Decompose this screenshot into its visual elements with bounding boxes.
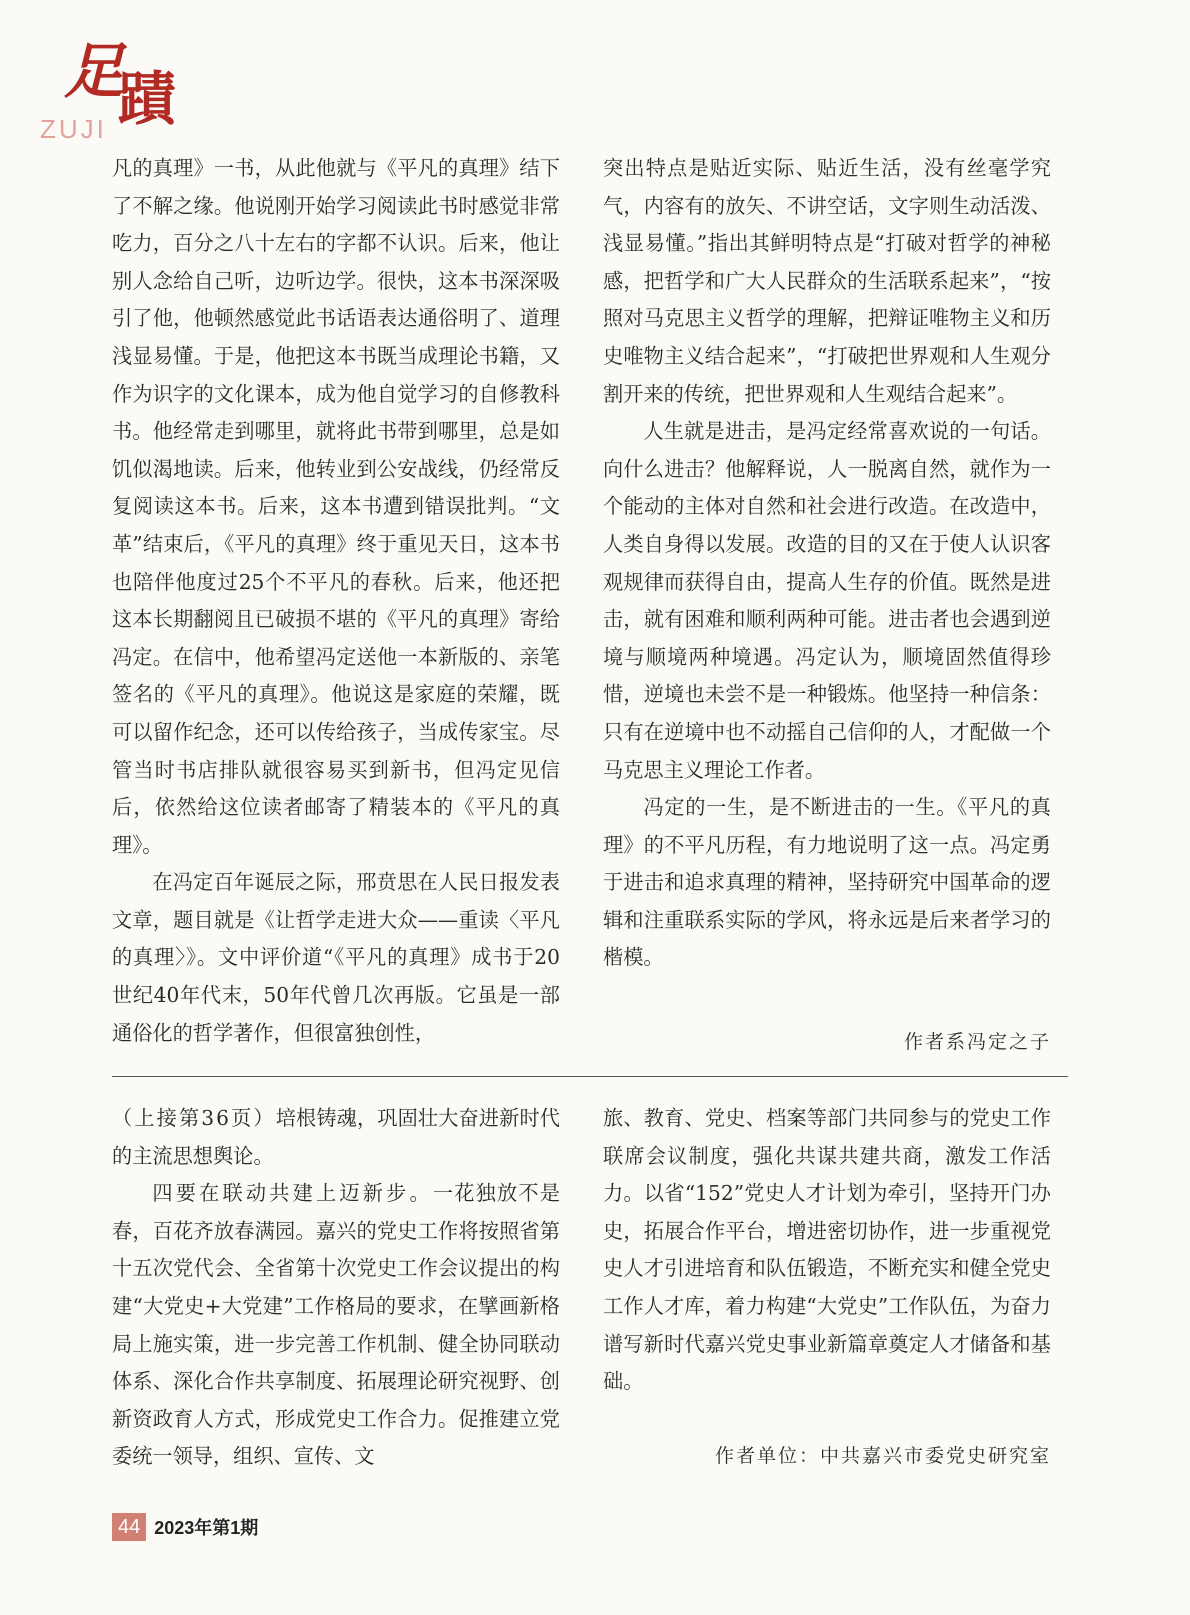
paragraph: 在冯定百年诞辰之际，邢贲思在人民日报发表文章，题目就是《让哲学走进大众——重读〈平凡的真理〉》。文中评价道“《平凡的真理》成书于20世纪40年代末，50年代曾几次再版。它虽是一部通俗化的哲学著作，但很富独创性， — [112, 870, 560, 1045]
paragraph: 凡的真理》一书，从此他就与《平凡的真理》结下了不解之缘。他说刚开始学习阅读此书时感觉非常吃力，百分之八十左右的字都不认识。后来，他让别人念给自己听，边听边学。很快，这本书深深吸引了他，他顿然感觉此书话语表达通俗明了、道理浅显易懂。于是，他把这本书既当成理论书籍，又作为识字的文化课本，成为他自觉学习的自修教科书。他经常走到哪里，就将此书带到哪里，总是如饥似渴地读。后来，他转业到公安战线，仍经常反复阅读这本书。后来，这本书遭到错误批判。“文革”结束后，《平凡的真理》终于重见天日，这本书也陪伴他度过25个不平凡的春秋。后来，他还把这本长期翻阅且已破损不堪的《平凡的真理》寄给冯定。在信中，他希望冯定送他一本新版的、亲笔签名的《平凡的真理》。他说这是家庭的荣耀，既可以留作纪念，还可以传给孩子，当成传家宝。尽管当时书店排队就很容易买到新书，但冯定见信后，依然给这位读者邮寄了精装本的《平凡的真理》。 — [112, 156, 560, 857]
logo-char-ji: 蹟 — [118, 65, 177, 133]
paragraph: 冯定的一生，是不断进击的一生。《平凡的真理》的不平凡历程，有力地说明了这一点。冯定勇于进击和追求真理的精神，坚持研究中国革命的逻辑和注重联系实际的学风，将永远是后来者学习的楷模。 — [603, 795, 1051, 970]
page-number: 44 — [112, 1513, 146, 1541]
article2-byline: 作者单位：中共嘉兴市委党史研究室 — [714, 1445, 1051, 1467]
article2-right-column — [603, 1100, 1051, 1401]
paragraph: 突出特点是贴近实际、贴近生活，没有丝毫学究气，内容有的放矢、不讲空话，文字则生动活泼、浅显易懂。”指出其鲜明特点是“打破对哲学的神秘感，把哲学和广大人民群众的生活联系起来”，“按照对马克思主义哲学的理解，把辩证唯物主义和历史唯物主义结合起来”，“打破把世界观和人生观分割开来的传统，把世界观和人生观结合起来”。 — [603, 156, 1051, 406]
section-divider — [112, 1076, 1068, 1077]
article1-left-column — [112, 150, 560, 1052]
article2-left-column — [112, 1100, 560, 1476]
article1-byline: 作者系冯定之子 — [903, 1031, 1051, 1053]
magazine-logo — [40, 37, 180, 144]
paragraph: 人生就是进击，是冯定经常喜欢说的一句话。向什么进击？他解释说，人一脱离自然，就作为一个能动的主体对自然和社会进行改造。在改造中，人类自身得以发展。改造的目的又在于使人认识客观规律而获得自由，提高人生存的价值。既然是进击，就有困难和顺利两种可能。进击者也会遇到逆境与顺境两种境遇。冯定认为，顺境固然值得珍惜，逆境也未尝不是一种锻炼。他坚持一种信条：只有在逆境中也不动摇自己信仰的人，才配做一个马克思主义理论工作者。 — [603, 419, 1051, 782]
logo-pinyin: ZUJI — [40, 114, 107, 144]
page-footer — [112, 1512, 258, 1542]
article1-right-column — [603, 150, 1051, 977]
logo-char-zu: 足 — [64, 37, 124, 107]
continued-from-label: （上接第36页） — [112, 1106, 276, 1130]
section-heading: 四要在联动共建上迈新步。 — [152, 1181, 433, 1206]
paragraph: 旅、教育、党史、档案等部门共同参与的党史工作联席会议制度，强化共谋共建共商，激发工作活力。以省“152”党史人才计划为牵引，坚持开门办史，拓展合作平台，增进密切协作，进一步重视党史人才引进培育和队伍锻造，不断充实和健全党史工作人才库，着力构建“大党史”工作队伍，为奋力谱写新时代嘉兴党史事业新篇章奠定人才储备和基础。 — [603, 1106, 1051, 1394]
paragraph-text: 培根铸魂，巩固壮大奋进新时代的主流思想舆论。 — [112, 1106, 560, 1168]
issue-label: 2023年第1期 — [154, 1518, 259, 1538]
paragraph — [112, 1175, 560, 1476]
paragraph — [112, 1100, 560, 1175]
paragraph-text: 一花独放不是春，百花齐放春满园。嘉兴的党史工作将按照省第十五次党代会、全省第十次党史工作会议提出的构建“大党史+大党建”工作格局的要求，在擘画新格局上施实策，进一步完善工作机制、健全协同联动体系、深化合作共享制度、拓展理论研究视野、创新资政育人方式，形成党史工作合力。促推建立党委统一领导，组织、宣传、文 — [112, 1181, 560, 1469]
